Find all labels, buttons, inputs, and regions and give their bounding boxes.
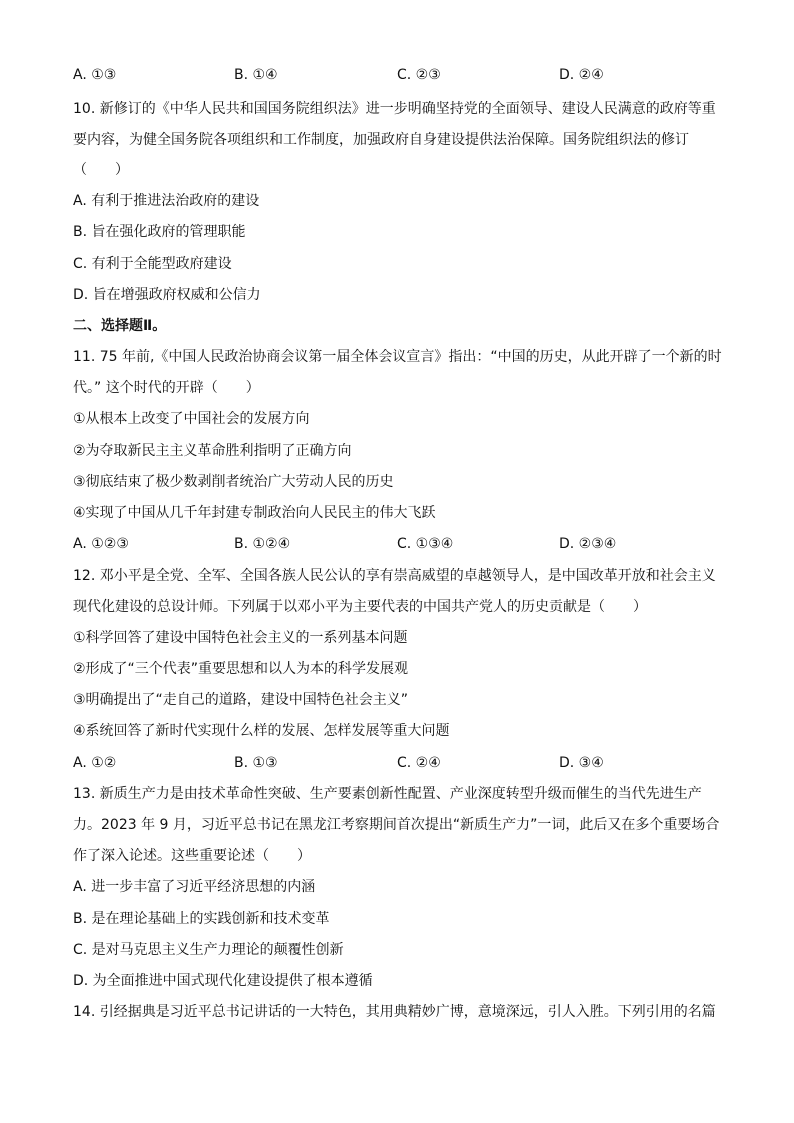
q11-option-a: A. ①②③ [73, 536, 129, 552]
q12-stem-line-1: 12. 邓小平是全党、全军、全国各族人民公认的享有崇高威望的卓越领导人，是中国改革开放和社会主义 [73, 568, 716, 584]
q13-option-d: D. 为全面推进中国式现代化建设提供了根本遵循 [73, 973, 373, 989]
q9-option-c: C. ②③ [397, 67, 441, 83]
q10-option-a: A. 有利于推进法治政府的建设 [73, 193, 260, 209]
q12-stem-line-2: 现代化建设的总设计师。下列属于以邓小平为主要代表的中国共产党人的历史贡献是（ ） [73, 599, 647, 615]
q12-item-1: ①科学回答了建设中国特色社会主义的一系列基本问题 [73, 630, 408, 646]
q13-stem-line-2: 力。2023 年 9 月，习近平总书记在黑龙江考察期间首次提出“新质生产力”一词，此后又在多个重要场合 [73, 817, 720, 833]
q12-option-a: A. ①② [73, 755, 117, 771]
q10-stem-line-1: 10. 新修订的《中华人民共和国国务院组织法》进一步明确坚持党的全面领导、建设人民满意的政府等重 [73, 101, 716, 117]
q12-options [0, 753, 794, 773]
q13-stem-line-3: 作了深入论述。这些重要论述（ ） [73, 848, 311, 864]
q11-item-4: ④实现了中国从几千年封建专制政治向人民民主的伟大飞跃 [73, 505, 436, 521]
q11-option-c: C. ①③④ [397, 536, 454, 552]
q13-stem-line-1: 13. 新质生产力是由技术革命性突破、生产要素创新性配置、产业深度转型升级而催生的当代先进生产 [73, 786, 702, 802]
q9-options [0, 65, 794, 85]
q10-option-d: D. 旨在增强政府权威和公信力 [73, 287, 261, 303]
q9-option-a: A. ①③ [73, 67, 117, 83]
q11-option-d: D. ②③④ [559, 536, 617, 552]
q12-item-2: ②形成了“三个代表”重要思想和以人为本的科学发展观 [73, 661, 409, 677]
q9-option-b: B. ①④ [234, 67, 278, 83]
q14-stem-line-1: 14. 引经据典是习近平总书记讲话的一大特色，其用典精妙广博，意境深远，引人入胜。下列引用的名篇 [73, 1004, 716, 1020]
q12-option-d: D. ③④ [559, 755, 604, 771]
q13-option-c: C. 是对马克思主义生产力理论的颠覆性创新 [73, 942, 344, 958]
q11-item-2: ②为夺取新民主主义革命胜利指明了正确方向 [73, 443, 352, 459]
q11-stem-line-2: 代。” 这个时代的开辟（ ） [73, 380, 260, 396]
q12-option-b: B. ①③ [234, 755, 278, 771]
q11-option-b: B. ①②④ [234, 536, 291, 552]
q11-options [0, 534, 794, 554]
q10-stem-line-3: （ ） [73, 162, 129, 178]
q9-option-d: D. ②④ [559, 67, 604, 83]
q12-option-c: C. ②④ [397, 755, 441, 771]
section-2-title: 二、选择题Ⅱ。 [73, 318, 167, 334]
q10-option-b: B. 旨在强化政府的管理职能 [73, 224, 246, 240]
q12-item-4: ④系统回答了新时代实现什么样的发展、怎样发展等重大问题 [73, 723, 450, 739]
q11-stem-line-1: 11. 75 年前,《中国人民政治协商会议第一届全体会议宣言》指出：“中国的历史，从此开辟了一个新的时 [73, 349, 722, 365]
q13-option-b: B. 是在理论基础上的实践创新和技术变革 [73, 911, 330, 927]
q13-option-a: A. 进一步丰富了习近平经济思想的内涵 [73, 879, 316, 895]
q10-option-c: C. 有利于全能型政府建设 [73, 256, 232, 272]
q11-item-3: ③彻底结束了极少数剥削者统治广大劳动人民的历史 [73, 474, 394, 490]
q10-stem-line-2: 要内容，为健全国务院各项组织和工作制度，加强政府自身建设提供法治保障。国务院组织法的修订 [73, 132, 689, 148]
q12-item-3: ③明确提出了“走自己的道路，建设中国特色社会主义” [73, 692, 409, 708]
q11-item-1: ①从根本上改变了中国社会的发展方向 [73, 411, 310, 427]
